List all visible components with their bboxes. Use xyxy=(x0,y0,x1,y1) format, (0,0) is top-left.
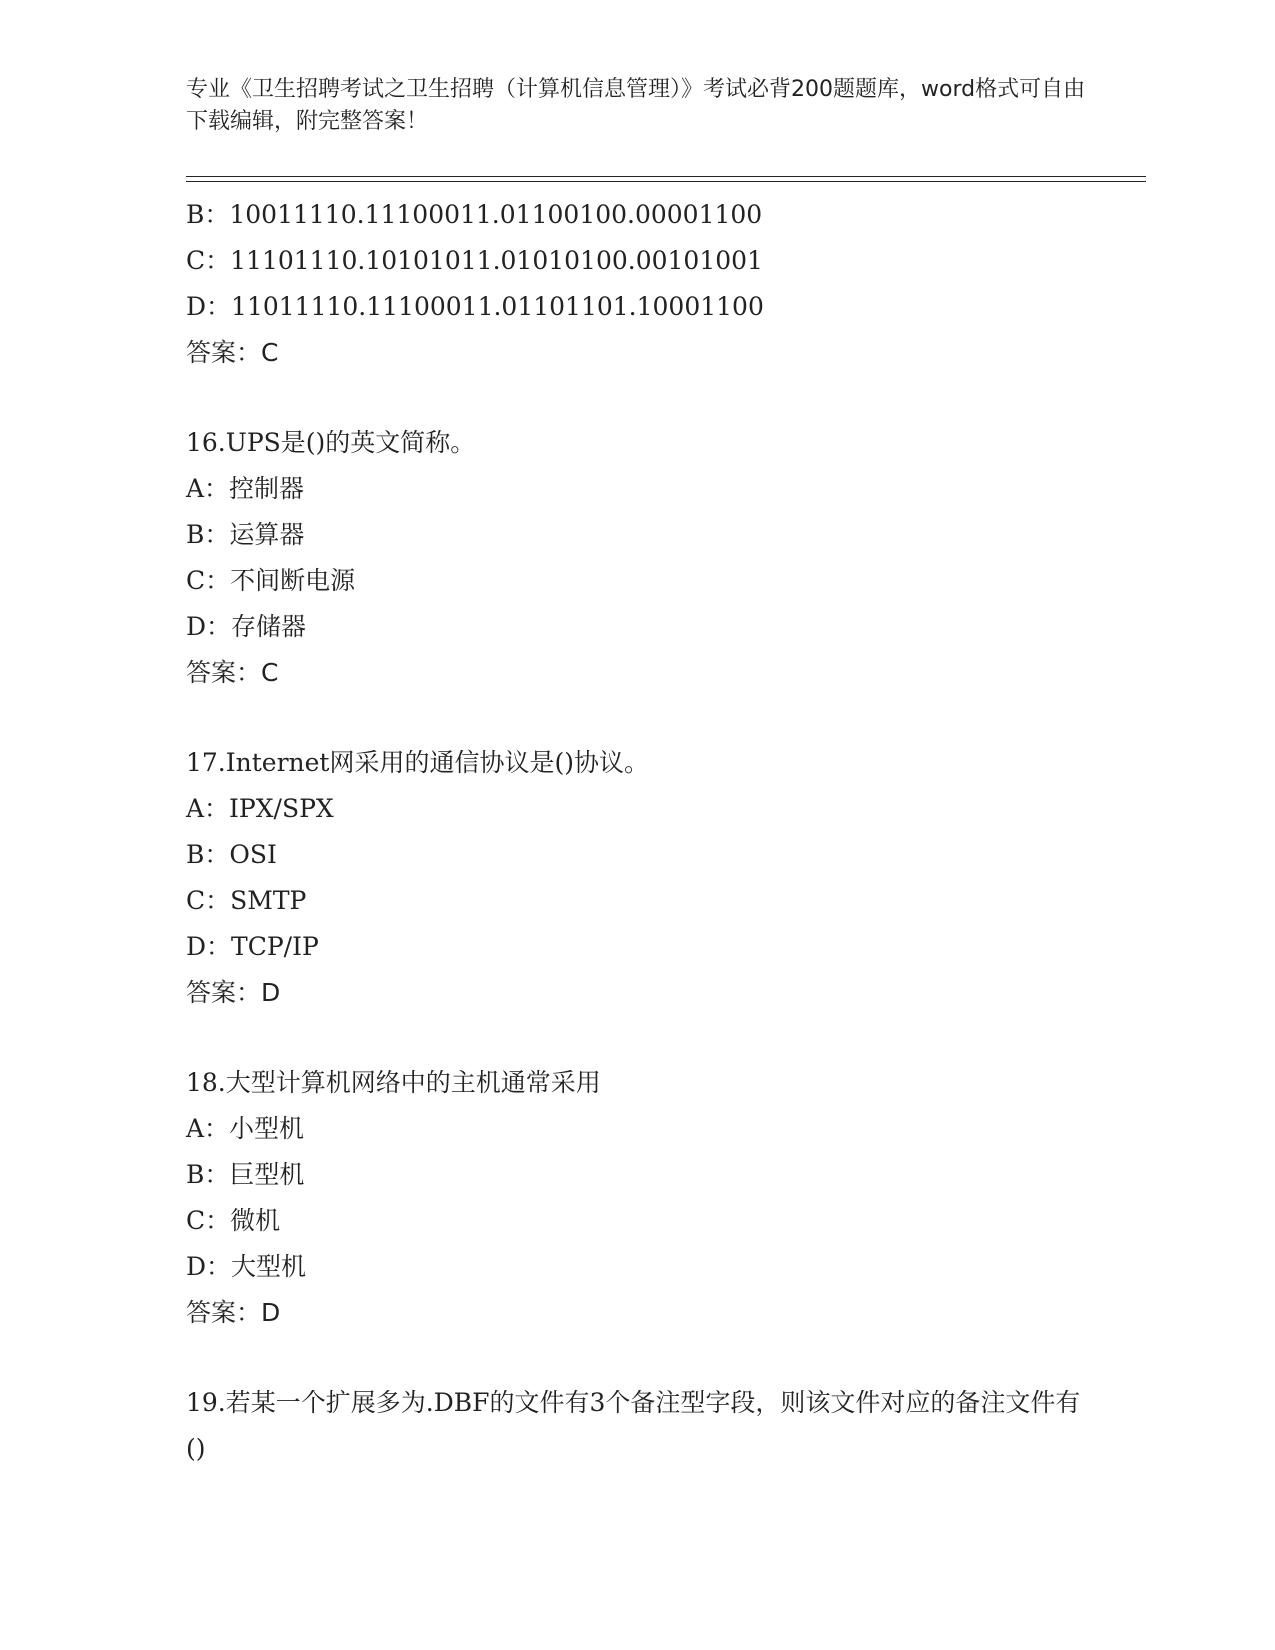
option-c: C：SMTP xyxy=(186,886,307,915)
question-block-15 xyxy=(186,192,1146,376)
option-a: A：IPX/SPX xyxy=(186,794,334,823)
answer: 答案：D xyxy=(186,1298,281,1327)
option-d: D：大型机 xyxy=(186,1252,307,1281)
option-b: B：巨型机 xyxy=(186,1160,305,1189)
answer: 答案：C xyxy=(186,658,279,687)
question-block-16 xyxy=(186,420,1146,696)
option-a: A：控制器 xyxy=(186,474,305,503)
question-block-19 xyxy=(186,1380,1146,1472)
question-block-17 xyxy=(186,740,1146,1016)
document-header: 专业《卫生招聘考试之卫生招聘（计算机信息管理）》考试必背200题题库，word格式可自由下载编辑，附完整答案！ xyxy=(186,77,1086,134)
question-text: 16.UPS是()的英文简称。 xyxy=(186,428,476,457)
option-c: C：不间断电源 xyxy=(186,566,356,595)
option-b: B：OSI xyxy=(186,840,277,869)
question-text: 18.大型计算机网络中的主机通常采用 xyxy=(186,1068,601,1097)
option-d: D：11011110.11100011.01101101.10001100 xyxy=(186,292,764,321)
option-c: C：11101110.10101011.01010100.00101001 xyxy=(186,246,763,275)
answer: 答案：C xyxy=(186,338,279,367)
question-block-18 xyxy=(186,1060,1146,1336)
option-a: A：小型机 xyxy=(186,1114,305,1143)
header-divider-top xyxy=(186,176,1146,177)
header-divider-bottom xyxy=(186,181,1146,182)
option-d: D：TCP/IP xyxy=(186,932,319,961)
option-b: B：10011110.11100011.01100100.00001100 xyxy=(186,200,763,229)
answer: 答案：D xyxy=(186,978,281,1007)
option-c: C：微机 xyxy=(186,1206,281,1235)
option-b: B：运算器 xyxy=(186,520,305,549)
document-body xyxy=(186,192,1146,1472)
question-text: 17.Internet网采用的通信协议是()协议。 xyxy=(186,748,649,777)
option-d: D：存储器 xyxy=(186,612,307,641)
question-text: 19.若某一个扩展多为.DBF的文件有3个备注型字段，则该文件对应的备注文件有() xyxy=(186,1388,1081,1463)
